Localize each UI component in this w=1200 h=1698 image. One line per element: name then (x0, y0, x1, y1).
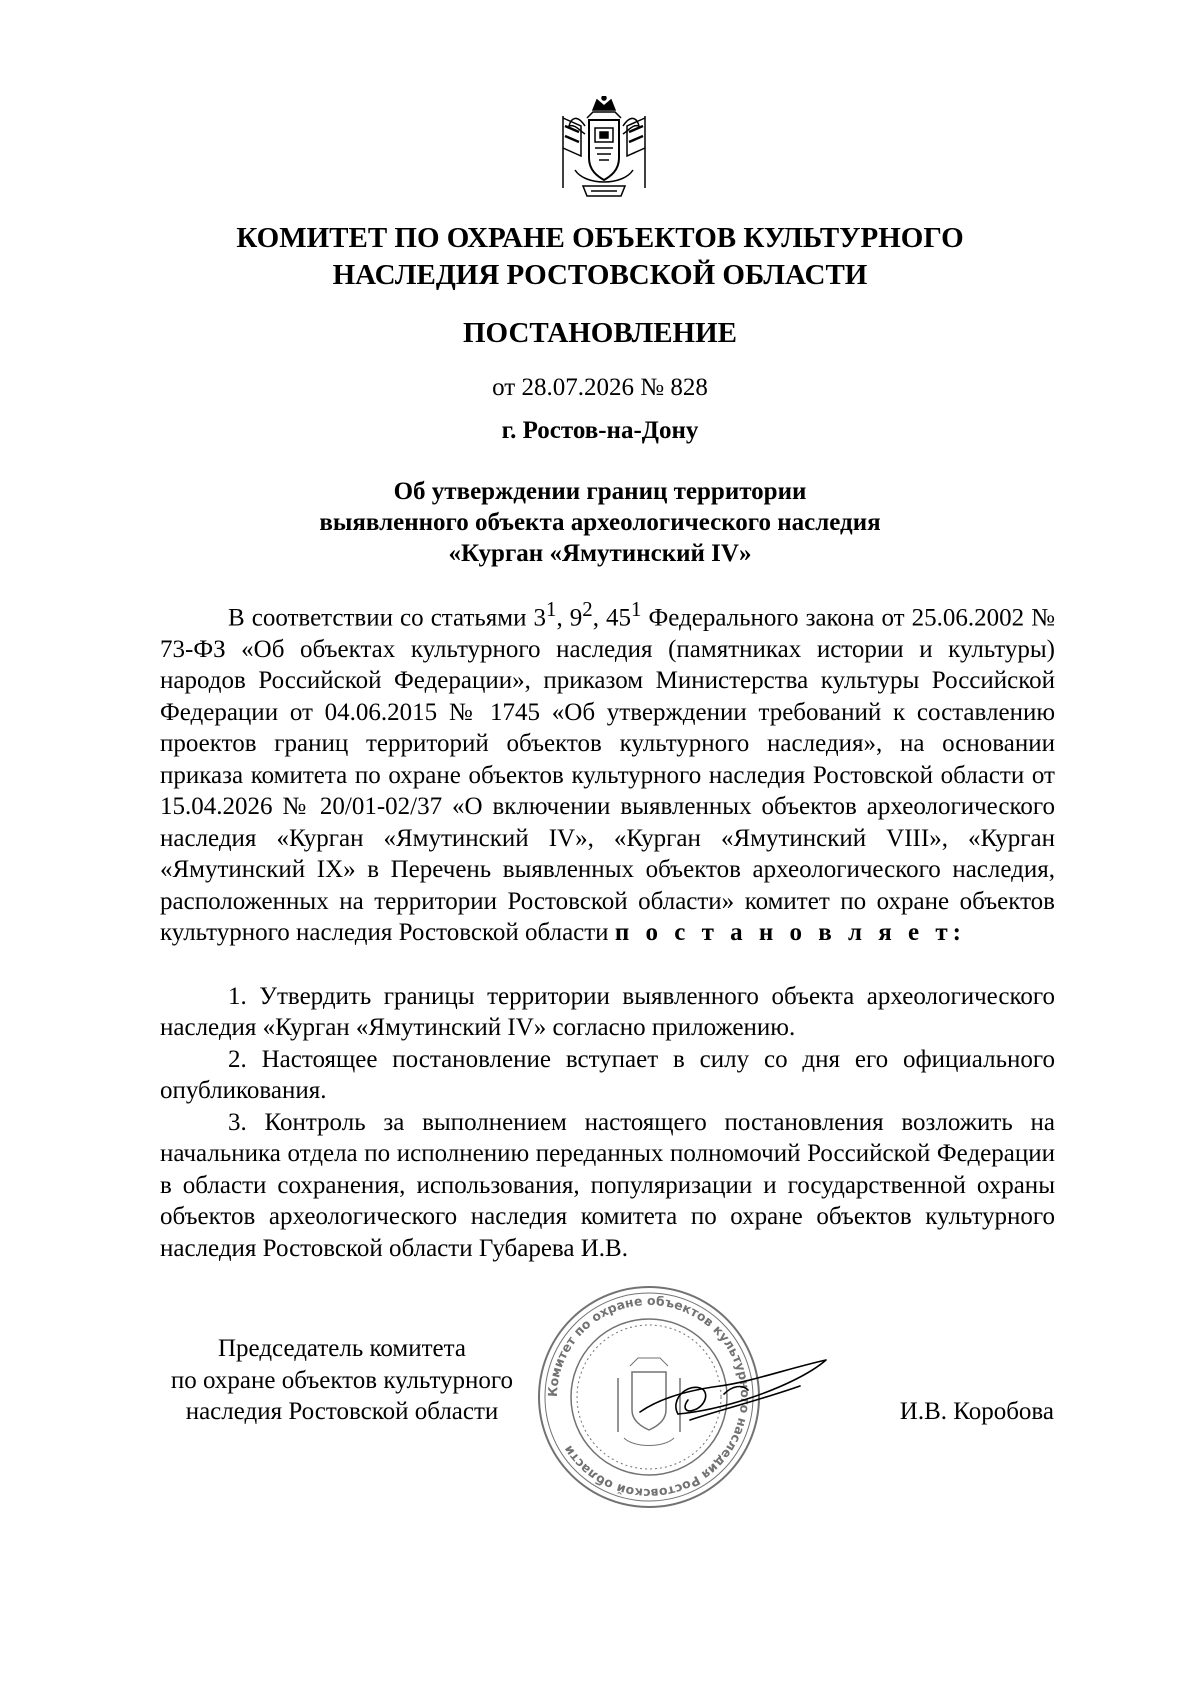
subject-line1: Об утверждении границ территории (393, 478, 807, 505)
org-name-line1: КОМИТЕТ ПО ОХРАНЕ ОБЪЕКТОВ КУЛЬТУРНОГО (236, 222, 964, 254)
document-city: г. Ростов-на-Дону (501, 417, 699, 444)
preamble-paragraph (160, 594, 1055, 949)
preamble-text-1: В соответствии со статьями 3 (228, 604, 547, 632)
preamble-text-2: , 9 (556, 604, 583, 632)
subject-line2: выявленного объекта археологического наследия (319, 509, 881, 536)
position-line2: по охране объектов культурного (170, 1366, 514, 1394)
document-date-number: от 28.07.2026 № 828 (492, 374, 708, 401)
coat-of-arms-emblem (555, 96, 653, 202)
handwritten-signature (630, 1350, 840, 1430)
signatory-position (152, 1333, 532, 1428)
article-superscript-1: 1 (546, 597, 557, 621)
seal-text: Комитет по охране объектов культурного наследия Ростовской области (544, 1292, 754, 1502)
decree-word: п о с т а н о в л я е т: (614, 919, 967, 947)
document-type: ПОСТАНОВЛЕНИЕ (462, 317, 737, 349)
signatory-name: И.В. Коробова (899, 1398, 1054, 1425)
organization-name (150, 220, 1050, 294)
document-subject (200, 476, 1000, 569)
article-superscript-3: 1 (631, 597, 642, 621)
article-superscript-2: 2 (582, 597, 593, 621)
clause-1: 1. Утвердить границы территории выявленного объекта археологического наследия «Курган «Ямутинский IV» согласно приложению. (160, 982, 1055, 1042)
document-body (160, 594, 1055, 1264)
preamble-text-4: Федерального закона от 25.06.2002 № 73-ФЗ «Об объектах культурного наследия (памятниках истории и культуры) народов Российской Федерации», приказом Министерства культуры Российской Федерации от 04.06.2015 № 1745 «Об утверждении требований к составлению проектов границ территорий объектов культурного наследия», на основании приказа комитета по охране объектов культурного наследия Ростовской области от 15.04.2026 № 20/01-02/37 «О включении выявленных объектов археологического наследия «Курган «Ямутинский IV», «Курган «Ямутинский VIII», «Курган «Ямутинский IX» в Перечень выявленных объектов археологического наследия, расположенных на территории Ростовской области» комитет по охране объектов культурного наследия Ростовской области (160, 604, 1056, 947)
clause-3: 3. Контроль за выполнением настоящего постановления возложить на начальника отдела по исполнению переданных полномочий Российской Федерации в области сохранения, использования, популяризации и государственной охраны объектов археологического наследия комитета по охране объектов культурного наследия Ростовской области Губарева И.В. (160, 1108, 1055, 1262)
position-line3: наследия Ростовской области (185, 1398, 499, 1425)
position-line1: Председатель комитета (218, 1335, 466, 1362)
org-name-line2: НАСЛЕДИЯ РОСТОВСКОЙ ОБЛАСТИ (332, 259, 868, 291)
clause-2: 2. Настоящее постановление вступает в силу со дня его официального опубликования. (160, 1045, 1055, 1105)
preamble-text-3: , 45 (592, 604, 632, 632)
subject-line3: «Курган «Ямутинский IV» (448, 540, 752, 567)
